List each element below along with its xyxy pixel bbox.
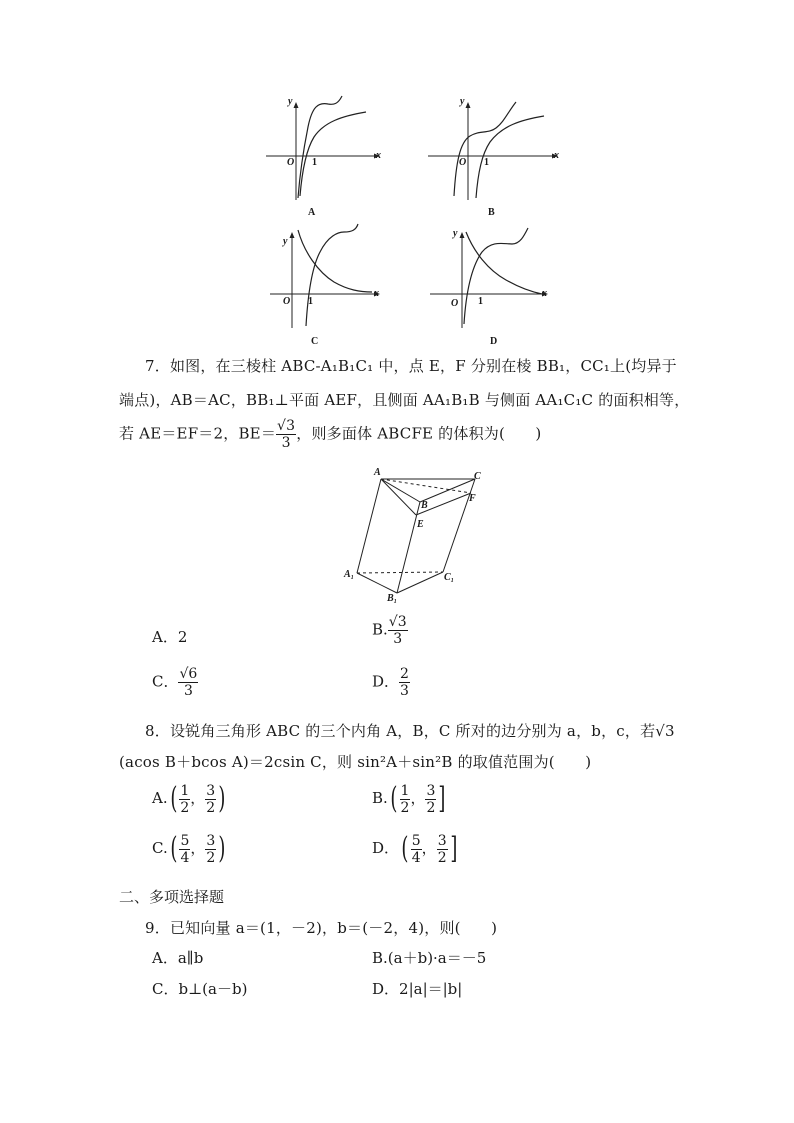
graph-b-origin: O: [459, 157, 467, 168]
q8-option-a-n1: 1: [180, 782, 190, 799]
graph-a-origin: O: [287, 157, 295, 168]
q8-option-c-d2: 2: [206, 849, 216, 866]
q8-option-b-frac1: [400, 783, 411, 816]
q9-option-a: A．a∥b: [152, 949, 204, 967]
q9-option-c: C．b⊥(a－b): [152, 980, 248, 998]
q7-line3-start: 若 AE＝EF＝2，BE＝: [119, 424, 277, 443]
graph-c-y: y: [283, 236, 288, 247]
q8-option-b-n1: 1: [400, 782, 410, 799]
q7-line3-end: ，则多面体 ABCFE 的体积为( ): [296, 424, 542, 443]
prism-label-c: C: [474, 471, 481, 482]
graph-d-x: x: [542, 288, 547, 299]
q7-option-b-num: √3: [388, 614, 407, 630]
q8-option-b-n2: 3: [426, 782, 436, 799]
q8-option-a-frac2: [205, 783, 216, 816]
q8-option-c-frac2: [205, 833, 216, 866]
prism-label-f: F: [469, 493, 476, 504]
q7-option-d-prefix: D．: [372, 672, 400, 691]
graph-d-svg: [424, 222, 556, 350]
q7-be-den: 3: [281, 435, 291, 451]
graph-d-letter: D: [490, 336, 498, 347]
prism-label-b: B: [421, 500, 428, 511]
graph-d-y: y: [453, 228, 458, 239]
q8-option-b-prefix: B.: [372, 789, 388, 807]
q8-option-c-prefix: C.: [152, 839, 168, 857]
q8-option-d-n2: 3: [437, 832, 447, 849]
graph-d: [424, 222, 556, 350]
graph-a-x: x: [376, 150, 381, 161]
q8-option-d-prefix: D．: [372, 839, 400, 857]
graph-b-svg: [424, 92, 564, 222]
q7-option-b-prefix: B.: [372, 620, 388, 639]
q8-option-c: C.( $\frac{5}{4}$ ， $\frac{3}{2}$ ): [152, 831, 226, 866]
q7-option-d-den: 3: [400, 683, 409, 699]
graph-c-one: 1: [308, 296, 313, 307]
prism-label-b1: B₁: [387, 593, 398, 604]
q7-option-d: [372, 666, 410, 699]
q7-line2: 端点)，AB＝AC，BB₁⊥平面 AEF，且侧面 AA₁B₁B 与侧面 AA₁C₁C 的面积相等，: [119, 391, 690, 409]
q7-line3: [119, 418, 541, 451]
q7-option-a: A．2: [152, 628, 188, 646]
q8-option-b-d1: 2: [400, 799, 410, 816]
q8-option-d-n1: 5: [411, 832, 421, 849]
q8-option-c-n1: 5: [180, 832, 190, 849]
q9-option-d: D．2|a|＝|b|: [372, 980, 463, 998]
q7-line1: 7．如图，在三棱柱 ABC-A₁B₁C₁ 中，点 E，F 分别在棱 BB₁，CC₁上(均异于: [145, 357, 677, 375]
graph-d-origin: O: [451, 298, 459, 309]
q7-option-c-num: √6: [179, 666, 198, 682]
graph-a-one: 1: [312, 157, 317, 168]
graph-c-letter: C: [311, 336, 319, 347]
graph-a: [262, 92, 384, 222]
section-heading: 二、多项选择题: [119, 888, 225, 906]
q7-option-c-den: 3: [183, 683, 193, 699]
q7-option-c-fraction: [178, 666, 198, 699]
q8-option-c-d1: 4: [180, 849, 190, 866]
q7-option-b: [372, 614, 408, 647]
prism-label-a1: A₁: [344, 569, 355, 580]
prism-figure: [340, 465, 490, 610]
q8-option-d-d1: 4: [411, 849, 421, 866]
q8-option-b-frac2: [425, 783, 436, 816]
q9-option-b: B.(a＋b)·a＝－5: [372, 949, 487, 967]
q8-option-d-frac1: [411, 833, 422, 866]
q7-option-d-num: 2: [400, 666, 409, 682]
q8-line2: (acos B＋bcos A)＝2csin C，则 sin²A＋sin²B 的取值范围为( ): [119, 753, 592, 771]
q8-option-b: B.( $\frac{1}{2}$ ， $\frac{3}{2}$ ]: [372, 781, 446, 816]
prism-label-a: A: [374, 467, 381, 478]
q8-option-d-frac2: [437, 833, 448, 866]
q8-line1: 8．设锐角三角形 ABC 的三个内角 A，B，C 所对的边分别为 a，b，c，若√3: [145, 722, 675, 740]
q7-option-c: [152, 666, 198, 699]
graph-b-letter: B: [488, 207, 495, 218]
graph-a-svg: [262, 92, 384, 222]
q7-be-num: √3: [277, 418, 296, 434]
q8-option-d: D．( $\frac{5}{4}$ ， $\frac{3}{2}$ ]: [372, 831, 457, 866]
prism-svg: [340, 465, 490, 610]
q7-option-b-fraction: [388, 614, 408, 647]
q7-option-b-den: 3: [393, 631, 403, 647]
q7-be-fraction: [276, 418, 296, 451]
graph-b-one: 1: [484, 157, 489, 168]
prism-label-e: E: [417, 519, 424, 530]
graph-d-one: 1: [478, 296, 483, 307]
q8-option-a-prefix: A.: [152, 789, 168, 807]
graph-c-x: x: [374, 288, 379, 299]
q8-option-a: A.( $\frac{1}{2}$ ， $\frac{3}{2}$ ): [152, 781, 226, 816]
q8-option-c-n2: 3: [206, 832, 216, 849]
q8-option-c-frac1: [179, 833, 190, 866]
graph-a-y: y: [288, 96, 293, 107]
graph-b-x: x: [554, 150, 559, 161]
q8-option-b-d2: 2: [426, 799, 436, 816]
graph-c: [264, 222, 388, 350]
q7-option-d-fraction: [399, 666, 410, 699]
q8-option-a-frac1: [179, 783, 190, 816]
q8-option-d-d2: 2: [437, 849, 447, 866]
q8-option-a-d2: 2: [206, 799, 216, 816]
graph-b-y: y: [460, 96, 465, 107]
q8-option-a-d1: 2: [180, 799, 190, 816]
graph-a-letter: A: [308, 207, 316, 218]
graph-b: [424, 92, 564, 222]
q9-stem: 9．已知向量 a＝(1，－2)，b＝(－2，4)，则( ): [145, 919, 498, 937]
q8-option-a-n2: 3: [206, 782, 216, 799]
q7-option-c-prefix: C．: [152, 672, 179, 691]
graph-c-origin: O: [283, 296, 291, 307]
prism-label-c1: C₁: [444, 572, 455, 583]
